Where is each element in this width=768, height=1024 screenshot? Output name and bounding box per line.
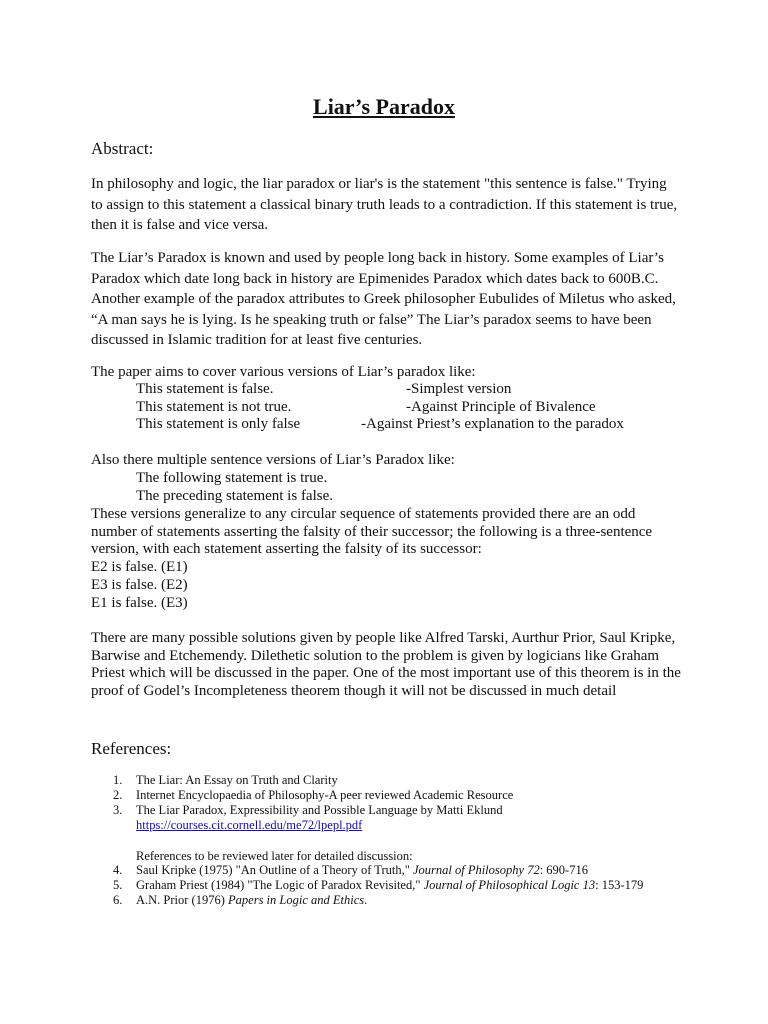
reference-pages: : 690-716	[539, 863, 588, 877]
reference-text: Graham Priest (1984) "The Logic of Paradox Revisited,"	[136, 878, 424, 892]
solutions-paragraph: There are many possible solutions given by people like Alfred Tarski, Aurthur Prior, Saul Kripke, Barwise and Etchemendy. Dilethetic solution to the problem is given by logicians like Graham Priest which will be discussed in the paper. One of the most important use of this theorem is in the proof of Godel’s Incompleteness theorem though it will not be discussed in much detail	[91, 630, 681, 700]
reference-pages: .	[364, 893, 368, 907]
version-statement: This statement is not true.	[136, 399, 292, 415]
reference-text: The Liar: An Essay on Truth and Clarity	[136, 773, 338, 787]
version-statement: This statement is false.	[136, 381, 274, 397]
version-statement: This statement is only false	[136, 416, 301, 432]
references-heading: References:	[91, 739, 172, 758]
versions-intro: The paper aims to cover various versions of Liar’s paradox like:	[91, 364, 476, 380]
history-paragraph: The Liar’s Paradox is known and used by people long back in history. Some examples of Liar’s Paradox which date long back in history are Epimenides Paradox which dates back to 600B.C. Another example of the paradox attributes to Greek philosopher Eubulides of Miletus who asked, “A man says he is lying. Is he speaking truth or false” The Liar’s paradox seems to have been discussed in Islamic tradition for at least five centuries.	[91, 250, 676, 348]
reference-pages: : 153-179	[595, 878, 644, 892]
reference-journal: Journal of Philosophy 72	[412, 863, 540, 877]
reference-number: 1.	[113, 773, 123, 787]
equation-line: E3 is false. (E2)	[91, 577, 188, 593]
reference-number: 2.	[113, 788, 123, 802]
reference-journal: Journal of Philosophical Logic 13	[423, 878, 596, 892]
reference-journal: Papers in Logic and Ethics	[228, 893, 365, 907]
reference-number: 3.	[113, 803, 123, 817]
version-label: -Against Priest’s explanation to the paradox	[361, 416, 624, 432]
page-title: Liar’s Paradox	[313, 94, 455, 119]
abstract-heading: Abstract:	[91, 139, 154, 158]
reference-number: 4.	[113, 863, 123, 877]
equation-line: E2 is false. (E1)	[91, 559, 188, 575]
multi-sentence-line: The preceding statement is false.	[136, 488, 334, 504]
generalization-paragraph: These versions generalize to any circular sequence of statements provided there are an odd number of statements asserting the falsity of their successor; the following is a three-sentence version, with each statement asserting the falsity of its successor:	[91, 506, 653, 558]
later-references-note: References to be reviewed later for detailed discussion:	[136, 849, 413, 863]
multi-sentence-intro: Also there multiple sentence versions of Liar’s Paradox like:	[91, 452, 455, 468]
equation-line: E1 is false. (E3)	[91, 595, 188, 611]
multi-sentence-line: The following statement is true.	[136, 470, 328, 486]
reference-text: Internet Encyclopaedia of Philosophy-A peer reviewed Academic Resource	[136, 788, 514, 802]
reference-number: 6.	[113, 893, 123, 907]
version-label: -Simplest version	[406, 381, 512, 397]
version-label: -Against Principle of Bivalence	[406, 399, 596, 415]
reference-number: 5.	[113, 878, 123, 892]
reference-text: The Liar Paradox, Expressibility and Possible Language by Matti Eklund	[136, 803, 503, 817]
reference-text: Saul Kripke (1975) "An Outline of a Theory of Truth,"	[136, 863, 413, 877]
abstract-paragraph-1: In philosophy and logic, the liar paradox or liar's is the statement "this sentence is false." Trying to assign to this statement a classical binary truth leads to a contradiction. If this statement is true, then it is false and vice versa.	[91, 176, 678, 233]
reference-text: A.N. Prior (1976)	[136, 893, 229, 907]
reference-link[interactable]: https://courses.cit.cornell.edu/me72/lpepl.pdf	[136, 818, 363, 832]
